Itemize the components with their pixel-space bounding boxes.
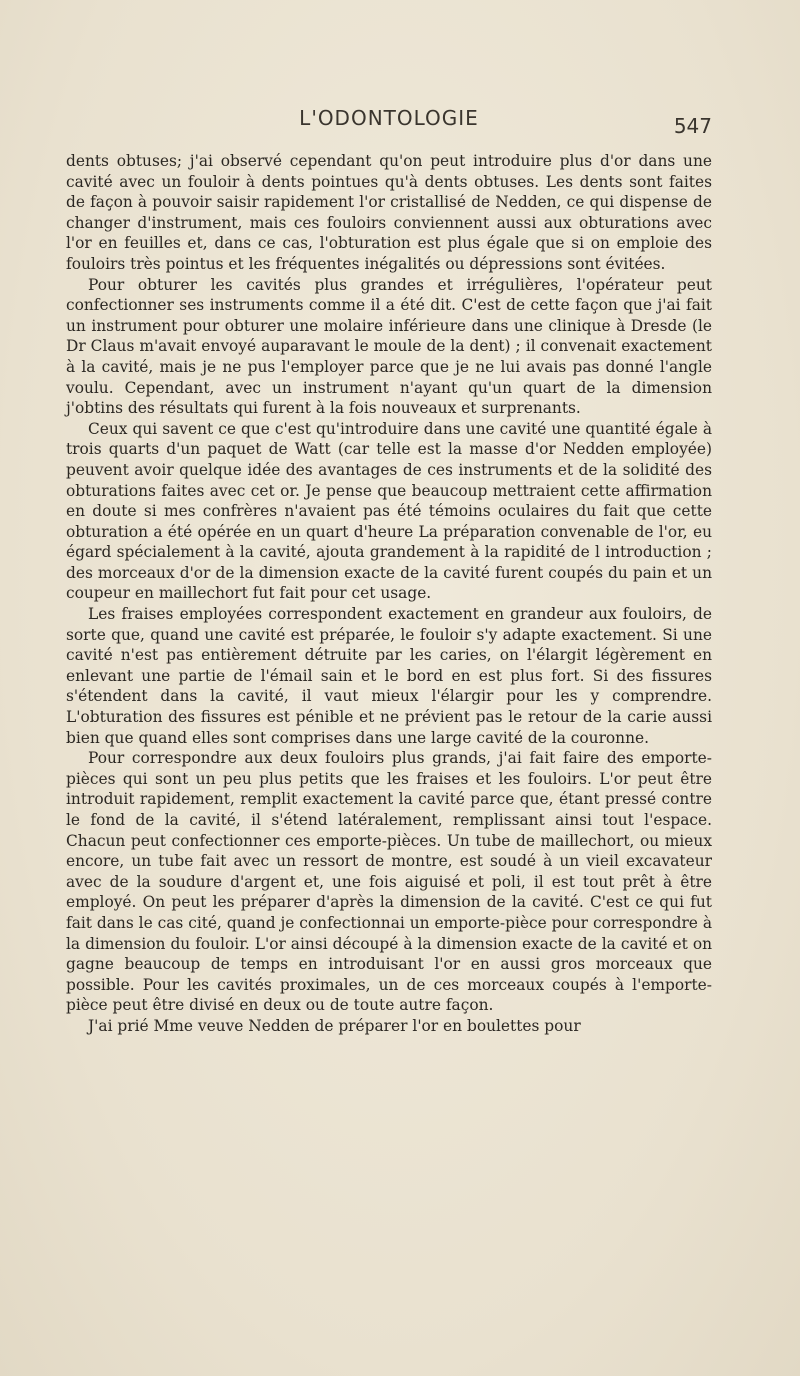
running-title: L'ODONTOLOGIE [299,106,479,130]
paragraph-6: J'ai prié Mme veuve Nedden de préparer l'or en boulettes pour [88,1016,581,1035]
paragraph-5: Pour correspondre aux deux fouloirs plus grands, j'ai fait faire des emporte-pièces qui sont un peu plus petits que les fraises et les fouloirs. L'or peut être introduit rapidement, remplit exactement la cavité parce que, étant pressé contre le fond de la cavité, il s'étend latéralement, remplissant ainsi tout l'espace. Chacun peut confectionner ces emporte-pièces. Un tube de maillechort, ou mieux encore, un tube fait avec un ressort de montre, est soudé à un vieil excavateur avec de la soudure d'argent et, une fois aiguisé et poli, il est tout prêt à être employé. On peut les préparer d'après la dimension de la cavité. C'est ce qui fut fait dans le cas cité, quand je confectionnai un emporte-pièce pour correspondre à la dimension du fouloir. L'or ainsi découpé à la dimension exacte de la cavité et on gagne beaucoup de temps en introduisant l'or en aussi gros morceaux que possible. Pour les cavités proximales, un de ces morceaux coupés à l'emporte-pièce peut être divisé en deux ou de toute autre façon. [66,749,712,1015]
page-number: 547 [673,114,712,138]
page-header [66,100,712,140]
paragraph-2: Pour obturer les cavités plus grandes et irrégulières, l'opérateur peut confectionner ses instruments comme il a été dit. C'est de cette façon que j'ai fait un instrument pour obturer une molaire inférieure dans une clinique à Dresde (le Dr Claus m'avait envoyé auparavant le moule de la dent) ; il convenait exactement à la cavité, mais je ne pus l'employer parce que je ne lui avais pas donné l'angle voulu. Cependant, avec un instrument n'ayant qu'un quart de la dimension j'obtins des résultats qui furent à la fois nouveaux et surprenants. [66,275,712,418]
paragraph-4: Les fraises employées correspondent exactement en grandeur aux fouloirs, de sorte que, quand une cavité est préparée, le fouloir s'y adapte exactement. Si une cavité n'est pas entièrement détruite par les caries, on l'élargit légèrement en enlevant une partie de l'émail sain et le bord en est plus fort. Si des fissures s'étendent dans la cavité, il vaut mieux l'élargir pour les y comprendre. L'obturation des fissures est pénible et ne prévient pas le retour de la carie aussi bien que quand elles sont comprises dans une large cavité de la couronne. [66,605,712,747]
paragraph-3: Ceux qui savent ce que c'est qu'introduire dans une cavité une quantité égale à trois quarts d'un paquet de Watt (car telle est la masse d'or Nedden employée) peuvent avoir quelque idée des avantages de ces instruments et de la solidité des obturations faites avec cet or. Je pense que beaucoup mettraient cette affirmation en doute si mes confrères n'avaient pas été témoins oculaires du fait que cette obturation a été opérée en un quart d'heure La préparation convenable de l'or, eu égard spécialement à la cavité, ajouta grandement à la rapidité de l introduction ; des morceaux d'or de la dimension exacte de la cavité furent coupés du pain et un coupeur en maillechort fut fait pour cet usage. [66,419,712,603]
body-text [66,151,712,1037]
paragraph-1: dents obtuses; j'ai observé cependant qu'on peut introduire plus d'or dans une cavité avec un fouloir à dents pointues qu'à dents obtuses. Les dents sont faites de façon à pouvoir saisir rapidement l'or cristallisé de Nedden, ce qui dispense de changer d'instrument, mais ces fouloirs conviennent aussi aux obturations avec l'or en feuilles et, dans ce cas, l'obturation est plus égale que si on emploie des fouloirs très pointus et les fréquentes inégalités ou dépressions sont évitées. [66,152,712,273]
